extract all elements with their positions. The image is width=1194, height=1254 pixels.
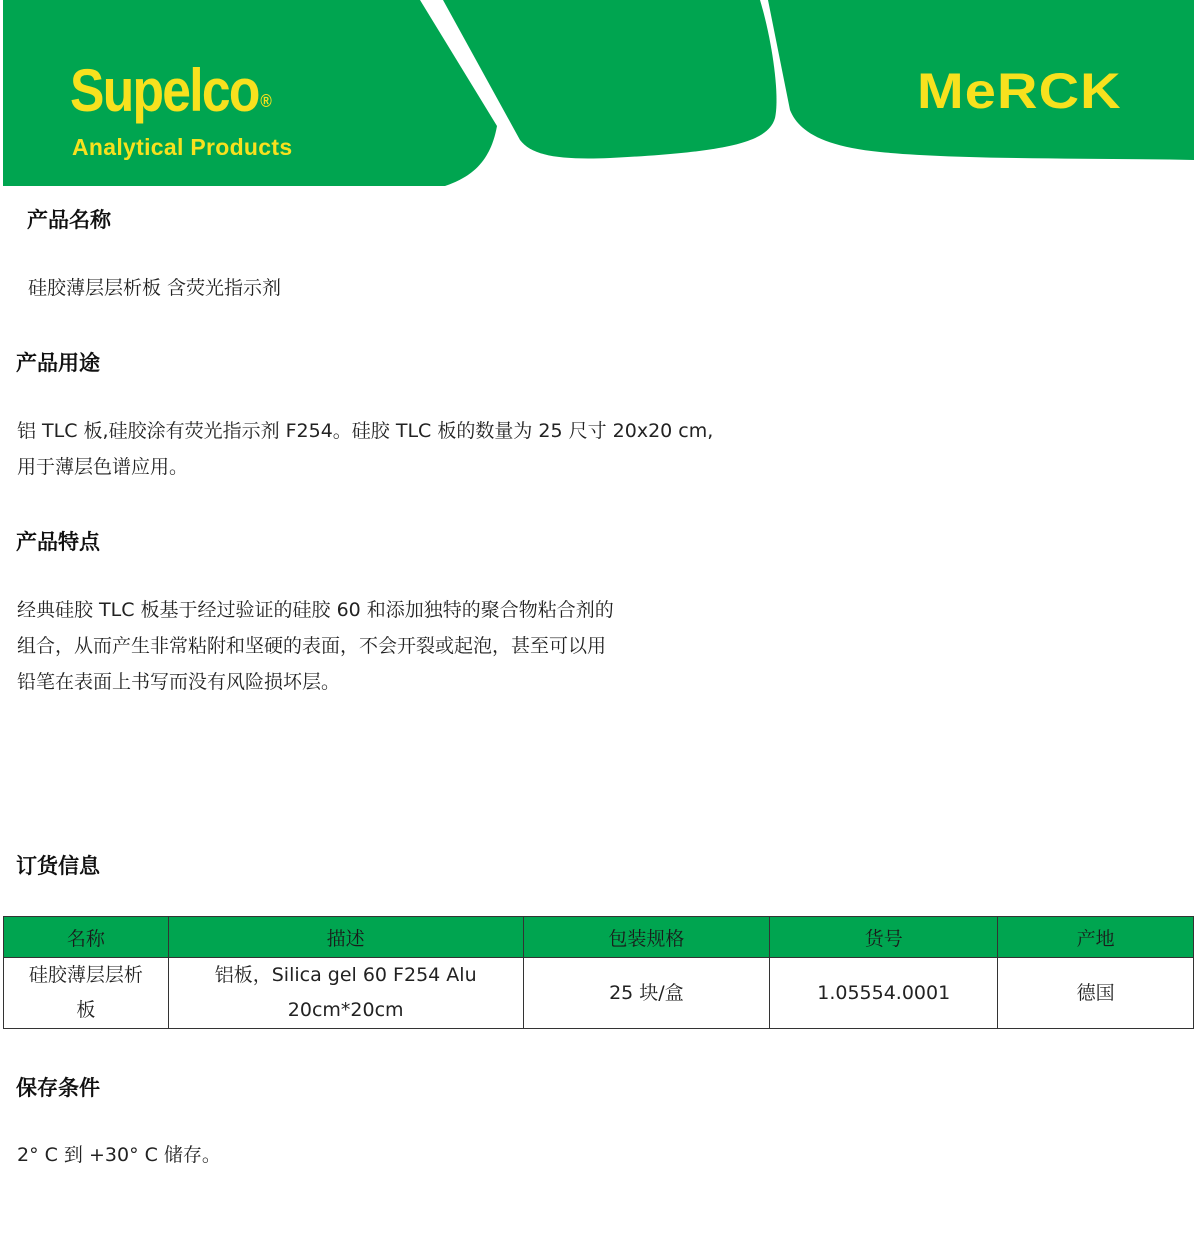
product-name-heading: 产品名称 [27,208,111,232]
storage-heading: 保存条件 [16,1076,100,1100]
product-use-heading: 产品用途 [16,351,100,375]
column-header-description: 描述 [168,917,523,958]
column-header-name: 名称 [4,917,169,958]
cell-package: 25 块/盒 [523,958,770,1029]
storage-text: 2° C 到 +30° C 储存。 [17,1144,221,1166]
column-header-catalog-number: 货号 [770,917,998,958]
product-features-heading: 产品特点 [16,530,100,554]
supelco-tagline: Analytical Products [72,134,293,160]
table-row [4,958,1194,1029]
cell-product-name: 硅胶薄层层析 板 [4,958,169,1029]
product-features-line: 组合，从而产生非常粘附和坚硬的表面，不会开裂或起泡，甚至可以用 [17,635,607,657]
order-table [3,916,1194,1029]
order-table-header-row [4,917,1194,958]
product-use-line: 用于薄层色谱应用。 [17,456,189,478]
product-features-line: 铅笔在表面上书写而没有风险损坏层。 [17,671,341,693]
cell-catalog-number: 1.05554.0001 [770,958,998,1029]
column-header-origin: 产地 [998,917,1194,958]
product-features-text [17,592,614,700]
column-header-package: 包装规格 [523,917,770,958]
merck-logo: MeRCK [917,63,1122,119]
product-name-text: 硅胶薄层层析板 含荧光指示剂 [28,277,282,299]
header-banner [0,0,1194,186]
cell-description: 铝板，Silica gel 60 F254 Alu 20cm*20cm [168,958,523,1029]
product-use-text [17,413,713,485]
product-use-line: 铝 TLC 板,硅胶涂有荧光指示剂 F254。硅胶 TLC 板的数量为 25 尺寸 20x20 cm, [17,420,714,442]
cell-origin: 德国 [998,958,1194,1029]
supelco-logo: Supelco® [70,57,271,124]
product-features-line: 经典硅胶 TLC 板基于经过验证的硅胶 60 和添加独特的聚合物粘合剂的 [17,599,614,621]
order-info-heading: 订货信息 [16,854,100,878]
